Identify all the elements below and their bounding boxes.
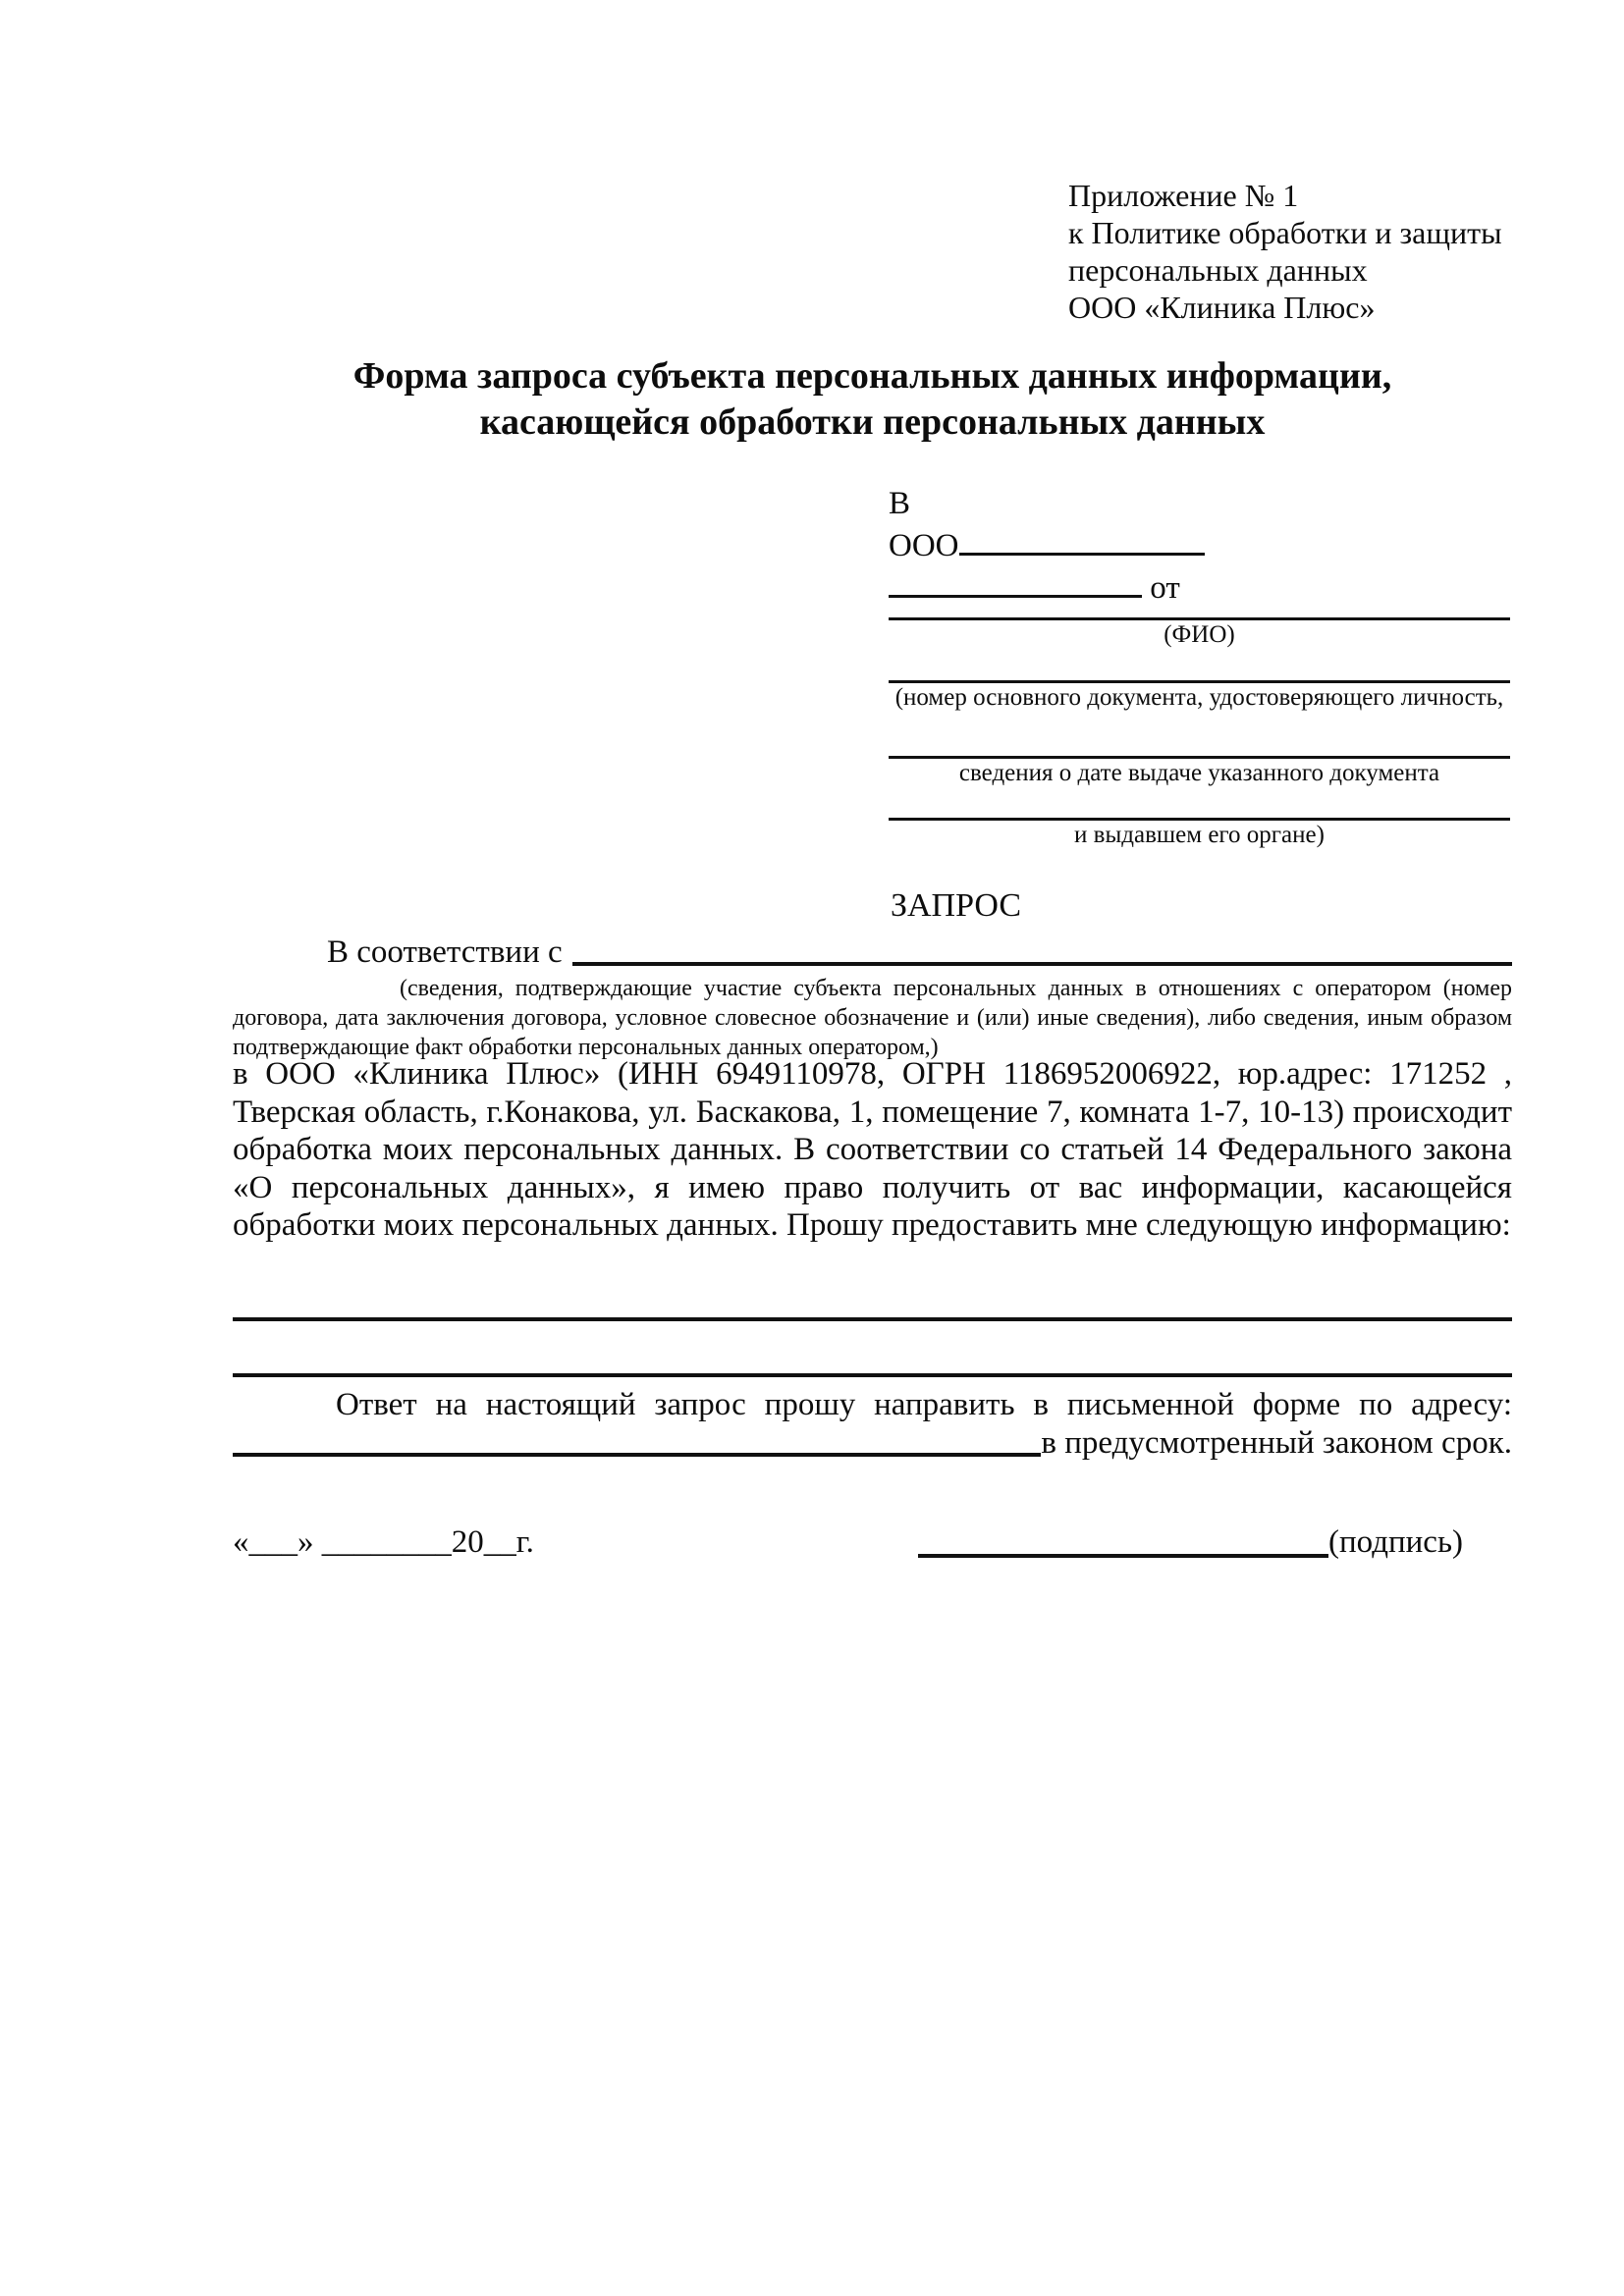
fio-caption: (ФИО) [1164,621,1235,648]
address-blank-line [233,1424,1041,1458]
document-number-caption: (номер основного документа, удостоверяющего личность, [894,684,1504,711]
issue-date-caption: сведения о дате выдаче указанного документа [958,760,1440,786]
document-title [233,353,1512,446]
fio-blank-line [889,610,1510,620]
addressee-block [889,483,1510,850]
explanation-caption: (сведения, подтверждающие участие субъекта персональных данных в отношениях с оператором (номер договора, дата заключения договора, условное словесное обозначение и (или) иные сведения), либо сведения, иным образом подтверждающие факт обработки персональных данных оператором,) [233,976,1512,1060]
from-label: от [1150,570,1180,607]
response-line1: Ответ на настоящий запрос прошу направить в письменной форме по адресу: [336,1387,1512,1422]
appendix-note [1068,177,1502,326]
information-blank-line-2 [233,1373,1512,1377]
response-line2: в предусмотренный законом срок. [1041,1424,1512,1461]
request-body-paragraph: в ООО «Клиника Плюс» (ИНН 6949110978, ОГРН 1186952006922, юр.адрес: 171252 , Тверская область, г.Конакова, ул. Баскакова, 1, помещение 7, комната 1-7, 10-13) происходит обработка моих персональных данных. В соответствии со статьей 14 Федерального закона «О персональных данных», я имею право получить от вас информации, касающейся обработки моих персональных данных. Прошу предоставить мне следующую информацию: [233,1056,1512,1243]
response-address-line [233,1424,1512,1463]
addressee-to-label: В [889,486,911,521]
issuing-authority-caption: и выдавшем его органе) [1074,822,1325,848]
addressee-from-line [889,567,1510,610]
information-blank-line-1 [233,1317,1512,1321]
date-line: «___» ________20__г. [233,1524,534,1560]
signature-blank-line [918,1522,1328,1558]
document-title-line2: касающейся обработки персональных данных [479,401,1266,443]
accordance-prefix-label: В соответствии с [327,934,563,970]
signature-group [918,1522,1463,1564]
appendix-note-line: к Политике обработки и защиты [1068,215,1502,250]
accordance-line [233,933,1512,972]
footer-row [233,1522,1512,1564]
appendix-note-line: Приложение № 1 [1068,178,1299,213]
applicant-blank [889,567,1142,598]
accordance-blank-line [572,933,1512,966]
document-number-blank-line [889,650,1510,683]
response-paragraph [233,1386,1512,1462]
company-prefix-label: ООО [889,528,959,564]
issuing-authority-blank-line [889,788,1510,821]
company-name-blank [959,525,1205,556]
appendix-note-line: персональных данных [1068,252,1368,288]
addressee-company-line [889,525,1510,567]
document-title-line1: Форма запроса субъекта персональных данных информации, [352,355,1392,397]
issue-date-blank-line [889,713,1510,759]
request-heading: ЗАПРОС [890,887,1022,924]
appendix-note-line: ООО «Клиника Плюс» [1068,290,1376,325]
signature-caption: (подпись) [1328,1524,1463,1560]
